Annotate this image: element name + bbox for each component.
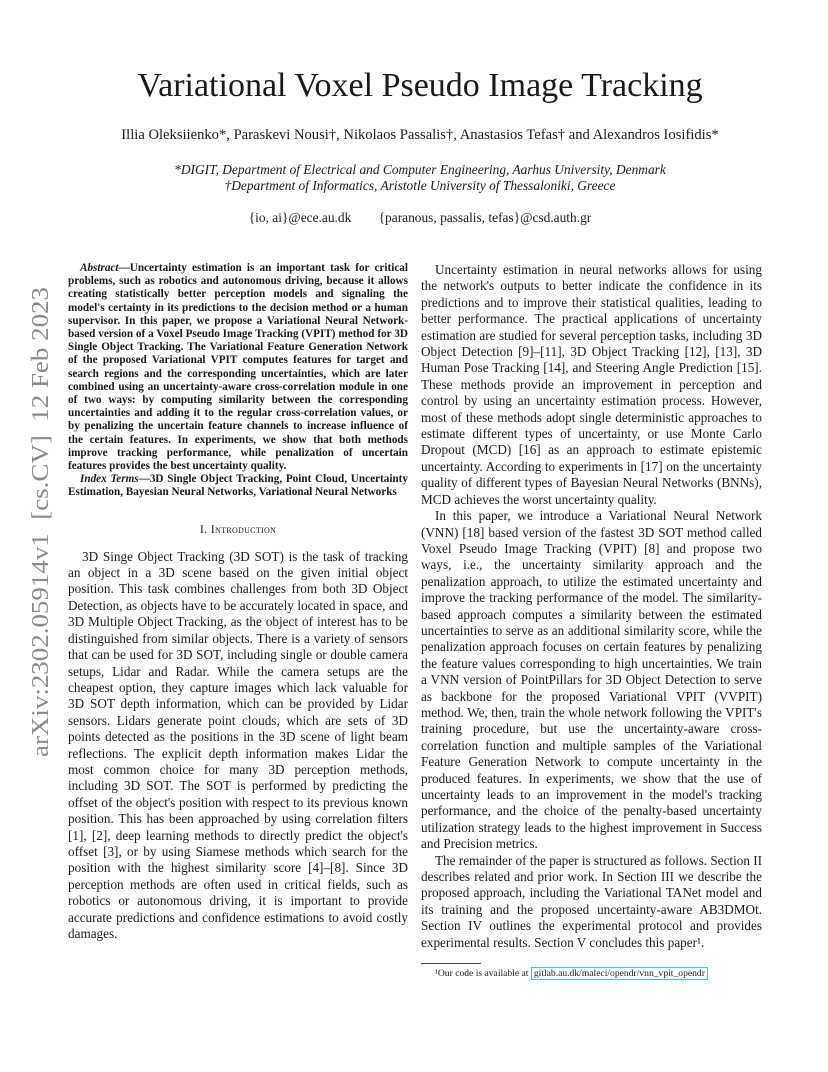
- intro-paragraph-3: In this paper, we introduce a Variational Neural Network (VNN) [18] based version of the fastest 3D SOT method called Voxel Pseudo Image Tracking (VPIT) [8] and propose two ways, i.e., the uncertainty similarity approach and the penalization approach, to utilize the estimated uncertainty and improve the tracking performance of the model. The similarity-based approach computes a similarity between the estimated uncertainties to serve as an additional similarity score, while the penalization approach focuses on certain features by penalizing the feature values corresponding to high uncertainties. We train a VNN version of PointPillars for 3D Object Detection to serve as backbone for the proposed Variational VPIT (VVPIT) method. We, then, train the whole network following the VPIT's training procedure, but use the uncertainty-aware cross-correlation function and multiple samples of the Variational Feature Generation Network to compute uncertainty in the produced features. In experiments, we show that the use of uncertainty leads to an improvement in the model's tracking performance, and the choice of the penalty-based uncertainty utilization strategy leads to the highest improvement in Success and Precision metrics.: [421, 508, 762, 852]
- code-repository-link[interactable]: gitlab.au.dk/maleci/opendr/vnn_vpit_opendr: [531, 967, 708, 980]
- left-column: [68, 262, 408, 942]
- right-column: [421, 262, 762, 980]
- intro-paragraph-4: The remainder of the paper is structured as follows. Section II describes related and prior work. In Section III we describe the proposed approach, including the Variational TANet model and its training and the proposed uncertainty-aware AB3DMOt. Section IV outlines the experimental protocol and provides experimental results. Section V concludes this paper¹.: [421, 852, 763, 950]
- paper-title: Variational Voxel Pseudo Image Tracking: [137, 67, 703, 104]
- email-addresses: [80, 210, 760, 226]
- section-heading-introduction: I. Introduction: [199, 521, 277, 536]
- affiliation-thessaloniki: †Department of Informatics, Aristotle University of Thessaloniki, Greece: [224, 178, 616, 193]
- abstract-text: —Uncertainty estimation is an important task for critical problems, such as robotics and autonomous driving, because it allows creating statistically better perception models and signaling the model's certainty in its predictions to the decision method or a human supervisor. In this paper, we propose a Variational Neural Network-based version of a Voxel Pseudo Image Tracking (VPIT) method for 3D Single Object Tracking. The Variational Feature Generation Network of the proposed Variational VPIT computes features for target and search regions and the corresponding uncertainties, which are later combined using an uncertainty-aware cross-correlation module in one of two ways: by computing similarity between the corresponding uncertainties and adding it to the regular cross-correlation values, or by penalizing the uncertain feature channels to increase influence of the certain features. In experiments, we show that both methods improve tracking performance, while penalization of uncertain features provides the best uncertainty quality.: [68, 262, 408, 473]
- footnote: [421, 968, 762, 980]
- email-aarhus: {io, ai}@ece.au.dk: [248, 210, 352, 225]
- abstract-lead: Abstract: [80, 262, 119, 274]
- index-terms: [68, 473, 408, 499]
- arxiv-identifier-text: arXiv:2302.05914v1 [cs.CV] 12 Feb 2023: [27, 329, 54, 757]
- footnote-text: ¹Our code is available at: [435, 968, 531, 980]
- arxiv-identifier: [20, 285, 60, 757]
- abstract: [68, 262, 408, 473]
- affiliation-aarhus: *DIGIT, Department of Electrical and Computer Engineering, Aarhus University, Denmark: [174, 162, 666, 177]
- email-thessaloniki: {paranous, passalis, tefas}@csd.auth.gr: [378, 210, 592, 225]
- footnote-divider: [421, 963, 481, 964]
- index-terms-text: —3D Single Object Tracking, Point Cloud, Uncertainty Estimation, Bayesian Neural Networks, Variational Neural Networks: [68, 473, 408, 499]
- index-terms-lead: Index Terms: [80, 473, 139, 486]
- intro-paragraph-1: 3D Singe Object Tracking (3D SOT) is the task of tracking an object in a 3D scene based on the given initial object position. This task combines challenges from both 3D Object Detection, as objects have to be accurately located in space, and 3D Multiple Object Tracking, as the object of interest has to be distinguished from similar objects. There is a variety of sensors that can be used for 3D SOT, including single or double camera setups, Lidar and Radar. While the camera setups are the cheapest option, they capture images which lack valuable for 3D SOT depth information, which can be provided by Lidar sensors. Lidars generate point clouds, which are sets of 3D points detected as the positions in the 3D scene of light beam reflections. The explicit depth information makes Lidar the most common choice for many 3D perception methods, including 3D SOT. The SOT is performed by predicting the offset of the object's position with respect to its previous known position. This has been approached by using correlation filters [1], [2], deep learning methods to directly predict the object's offset [3], or by using Siamese methods which search for the position with the highest similarity score [4]–[8]. Since 3D perception methods are often used in critical fields, such as robotics or autonomous driving, it is important to provide accurate predictions and confidence estimations to avoid costly damages.: [68, 548, 408, 941]
- intro-paragraph-2: Uncertainty estimation in neural networks allows for using the network's outputs to better indicate the confidence in its predictions and to improve their statistical qualities, leading to better performance. The practical applications of uncertainty estimation are studied for several perception tasks, including 3D Object Detection [9]–[11], 3D Object Tracking [12], [13], 3D Human Pose Tracking [14], and Steering Angle Prediction [15]. These methods provide an improvement in perception and control by using an uncertainty estimation process. However, most of these methods adopt single deterministic approaches to estimate different types of uncertainty, or use Monte Carlo Dropout (MCD) [16] as an approach to estimate epistemic uncertainty. According to experiments in [17] on the uncertainty quality of different types of Bayesian Neural Networks (BNNs), MCD achieves the worst uncertainty quality.: [421, 262, 762, 507]
- author-list: Illia Oleksiienko*, Paraskevi Nousi†, Nikolaos Passalis†, Anastasios Tefas† and Alexandros Iosifidis*: [121, 127, 719, 143]
